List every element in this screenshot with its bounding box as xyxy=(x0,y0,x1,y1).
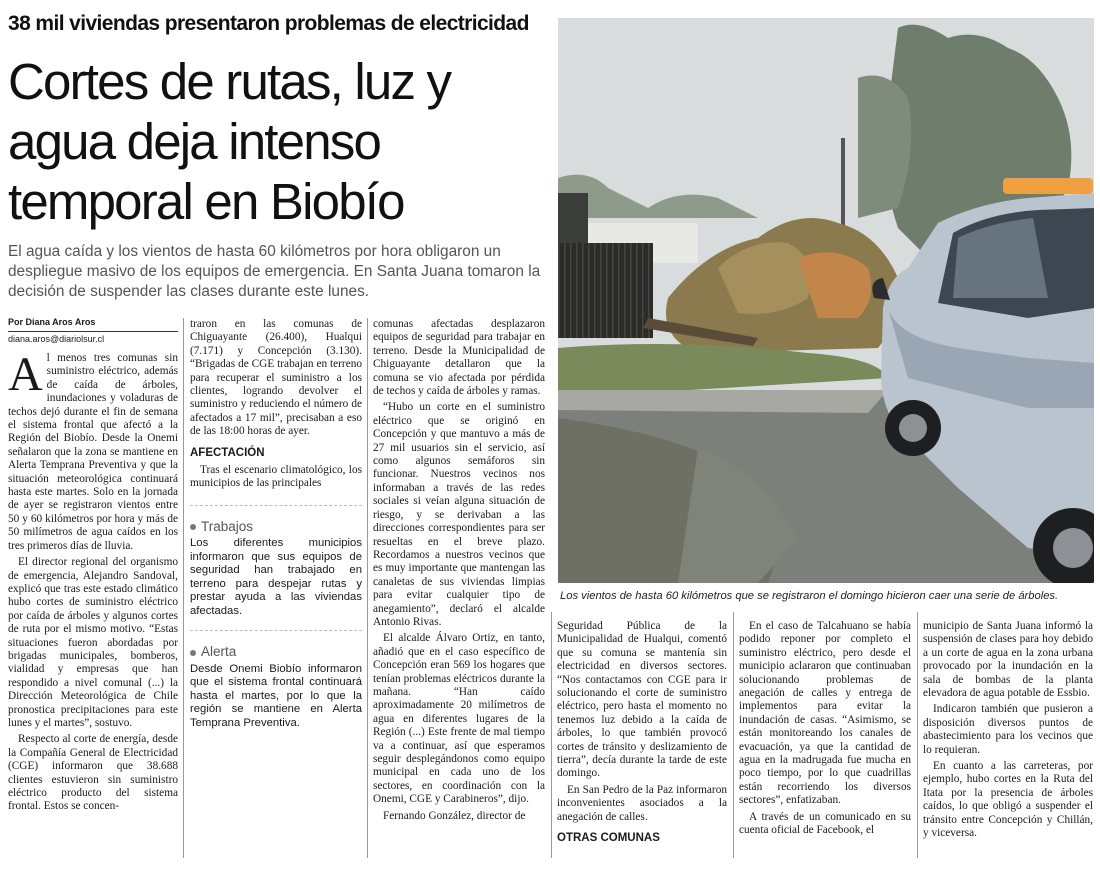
kicker: 38 mil viviendas presentaron problemas de electricidad xyxy=(8,12,529,35)
column-rule xyxy=(183,318,184,858)
photo-caption: Los vientos de hasta 60 kilómetros que se registraron el domingo hicieron caer una serie de árboles. xyxy=(560,590,1059,602)
paragraph: Indicaron también que pusieron a disposición diversos puntos de abastecimiento para los vecinos que lo requieran. xyxy=(923,703,1093,756)
byline xyxy=(8,315,178,346)
paragraph xyxy=(8,348,178,553)
column-2 xyxy=(190,318,362,730)
byline-email: diana.aros@diariolsur.cl xyxy=(8,334,105,344)
paragraph: A través de un comunicado en su cuenta oficial de Facebook, el xyxy=(739,810,911,837)
dropcap: A xyxy=(8,348,43,401)
deck: El agua caída y los vientos de hasta 60 kilómetros por hora obligaron un despliegue masivo de los equipos de emergencia. En Santa Juana tomaron la decisión de suspender las clases durante este lunes. xyxy=(8,243,541,300)
storm-photo xyxy=(558,18,1094,583)
paragraph-text: l menos tres comunas sin suministro eléctrico, además de caída de árboles, inundaciones y voladuras de techos dejó durante el fin de semana el sistema frontal que afectó a la Región del Biobío. Desde la Onemi señalaron que la zona se mantiene en Alerta Temprana Preventiva y que la situación meteorológica continuará hasta este martes. Solo en la jornada de ayer se registraron vientos entre 50 y 60 kilómetros por hora y más de 50 milímetros de agua caídos en los tres primeros días de lluvia. xyxy=(8,352,178,552)
bullet-icon xyxy=(190,650,196,656)
column-rule xyxy=(367,318,368,858)
column-rule xyxy=(733,612,734,858)
paragraph: “Hubo un corte en el suministro eléctrico que se originó en Concepción y que mantuvo a más de 27 mil usuarios sin el servicio, así como algunos semáforos sin funcionar. Nuestros vecinos nos informaban a través de las redes sociales si veían alguna situación de riesgo, y se derivaban a las direcciones correspondientes para ser resueltas en el breve plazo. Recordamos a nuestros vecinos que es muy importante que mantengan las canaletas de sus viviendas limpias para evitar cualquier tipo de anegamiento”, declaró el alcalde Antonio Rivas. xyxy=(373,401,545,628)
box-text-alerta: Desde Onemi Biobío informaron que el sistema frontal continuará hasta el martes, por lo que la región se mantiene en Alerta Temprana Preventiva. xyxy=(190,662,362,729)
column-1 xyxy=(8,348,178,817)
paragraph: En cuanto a las carreteras, por ejemplo, hubo cortes en la Ruta del Itata por la presencia de árboles caídos, lo que obligó a suspender el tránsito entre Concepción y Chillán, y viceversa. xyxy=(923,760,1093,840)
paragraph: municipio de Santa Juana informó la suspensión de clases para hoy debido a un corte de agua en la zona urbana provocado por la inundación en la sala de bombas de la planta elevadora de agua potable de Essbio. xyxy=(923,620,1093,700)
subhead-afectacion: AFECTACIÓN xyxy=(190,446,265,459)
box-text-trabajos: Los diferentes municipios informaron que sus equipos de seguridad han trabajado en terreno para despejar rutas y prestar ayuda a las viviendas afectadas. xyxy=(190,537,362,617)
paragraph: En San Pedro de la Paz informaron inconvenientes asociados a la anegación de calles. xyxy=(557,783,727,823)
subhead-otras-comunas: OTRAS COMUNAS xyxy=(557,832,660,845)
column-3 xyxy=(373,318,545,826)
sidebar-divider xyxy=(190,505,362,506)
bullet-icon xyxy=(190,524,196,530)
box-title-alerta: Alerta xyxy=(190,645,362,658)
paragraph: traron en las comunas de Chiguayante (26.400), Hualqui (7.171) y Concepción (3.130). “Brigadas de CGE trabajan en terreno para recuperar el suministro a los clientes, logrando devolver el suministro y reduciendo el número de afectados a 17 mil”, precisaban a eso de las 18:00 horas de ayer. xyxy=(190,318,362,438)
column-5 xyxy=(739,620,911,841)
paragraph: comunas afectadas desplazaron equipos de seguridad para trabajar en terreno. Desde la Municipalidad de Chiguayante detallaron que la comuna se vio afectada por pérdida de techos y caída de árboles y ramas. xyxy=(373,318,545,398)
column-6 xyxy=(923,620,1093,844)
paragraph: Fernando González, director de xyxy=(383,809,526,822)
paragraph: Seguridad Pública de la Municipalidad de Hualqui, comentó que su comuna se mantenía sin electricidad en diversos sectores. “Nos contactamos con CGE para ir solucionando el corte de suministro eléctrico, pero hasta el momento no tenemos luz debido a la caída de árboles, lo que también provocó cortes de tránsito y deslizamiento de tierra”, decía durante la tarde de este domingo. xyxy=(557,620,727,780)
box-title-trabajos: Trabajos xyxy=(190,520,362,533)
column-rule xyxy=(551,612,552,858)
paragraph: Tras el escenario climatológico, los municipios de las principales xyxy=(190,464,362,490)
column-4 xyxy=(557,620,727,850)
headline: Cortes de rutas, luz y agua deja intenso temporal en Biobío xyxy=(8,53,451,230)
paragraph: El director regional del organismo de emergencia, Alejandro Sandoval, explicó que tras este estado climático hubo cortes de suministro eléctrico por caída de árboles y algunos cortes de ruta por el mismo motivo. “Estas situaciones fueron abordadas por brigadas municipales, bomberos, vialidad y empresas que han respondido a nivel comunal (...) la Dirección Meteorológica de Chile pronostica precipitaciones para este lunes y el martes”, sostuvo. xyxy=(8,556,178,729)
paragraph: En el caso de Talcahuano se había podido reponer por completo el suministro eléctrico, pero desde el municipio aclararon que continuaban solucionando problemas de anegación de calles y entrega de implementos para evitar la inundación de casas. “Asimismo, se están monitoreando los canales de evacuación, ya que la cantidad de agua en la madrugada fue mucha en poco tiempo, por lo que cuadrillas están recorriendo los diversos sectores”, enfatizaban. xyxy=(739,620,911,807)
paragraph: Respecto al corte de energía, desde la Compañía General de Electricidad (CGE) informaron que 38.688 clientes estuvieron sin suministro eléctrico producto del sistema frontal. Estos se concen- xyxy=(8,733,178,813)
byline-name: Por Diana Aros Aros xyxy=(8,315,178,332)
paragraph: El alcalde Álvaro Ortiz, en tanto, añadió que en el caso específico de Concepción eran 569 los hogares que tenían problemas eléctricos durante la mañana. “Han caído aproximadamente 20 milímetros de agua en diferentes lugares de la Región (...) Este frente de mal tiempo va a continuar, así que esperamos seguir desplegándonos como equipo municipal en cada uno de los sectores, en coordinación con la Onemi, CGE y Carabineros”, dijo. xyxy=(373,632,545,806)
column-rule xyxy=(917,612,918,858)
sidebar-divider xyxy=(190,630,362,631)
